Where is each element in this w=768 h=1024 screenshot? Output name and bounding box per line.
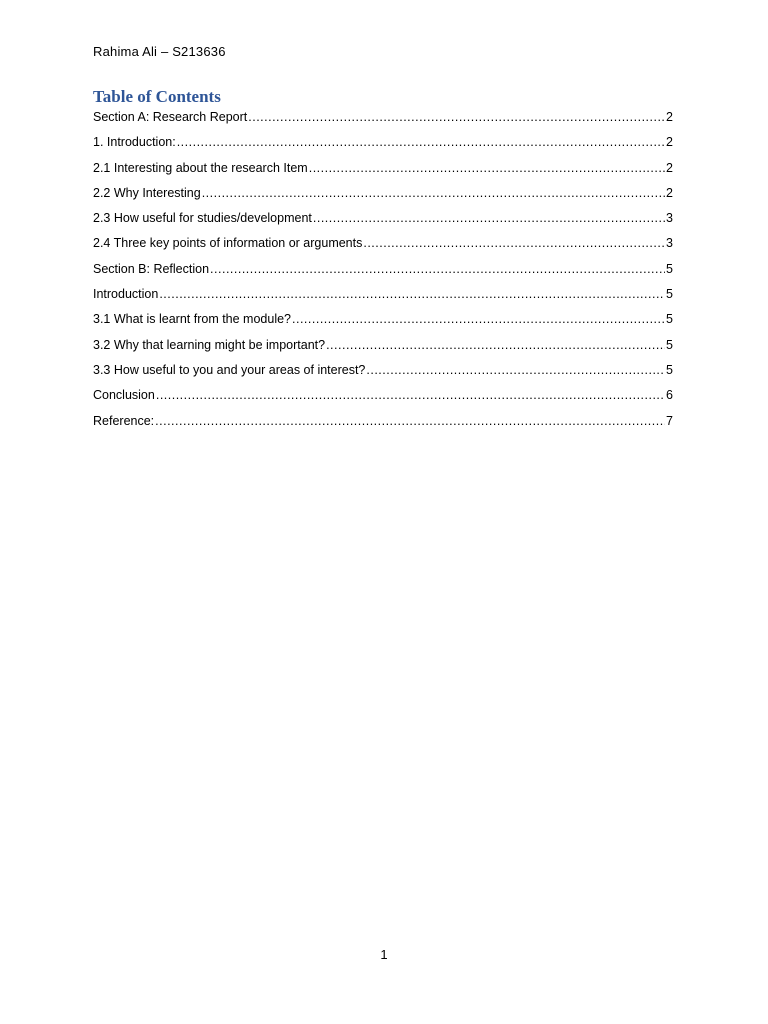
toc-entry-page: 5 — [666, 261, 673, 276]
toc-entry-title: 2.4 Three key points of information or arguments — [93, 236, 363, 251]
toc-dot-leader — [313, 211, 665, 225]
toc-entry-section-b[interactable] — [93, 262, 673, 287]
toc-entry-3-1[interactable] — [93, 312, 673, 337]
toc-entry-page: 3 — [666, 211, 673, 226]
toc-entry-page: 5 — [666, 287, 673, 302]
toc-entry-2-2[interactable] — [93, 186, 673, 211]
toc-dot-leader — [292, 312, 665, 326]
page-header-author: Rahima Ali – S213636 — [93, 44, 226, 59]
toc-entry-title: 3.1 What is learnt from the module? — [93, 312, 292, 327]
toc-dot-leader — [326, 338, 665, 352]
toc-entry-page: 5 — [666, 362, 673, 377]
toc-dot-leader — [155, 414, 665, 428]
toc-entry-page: 5 — [666, 337, 673, 352]
toc-entry-introduction-1[interactable] — [93, 135, 673, 160]
toc-entry-2-1[interactable] — [93, 161, 673, 186]
toc-entry-title: 2.1 Interesting about the research Item — [93, 160, 308, 175]
toc-dot-leader — [309, 161, 665, 175]
footer-page-number: 1 — [380, 947, 388, 962]
toc-dot-leader — [210, 262, 665, 276]
toc-entry-section-a[interactable] — [93, 110, 673, 135]
toc-entry-page: 5 — [666, 312, 673, 327]
toc-dot-leader — [366, 363, 665, 377]
toc-entry-title: Section B: Reflection — [93, 261, 210, 276]
toc-entry-title: Section A: Research Report — [93, 110, 248, 124]
toc-dot-leader — [363, 236, 665, 250]
toc-dot-leader — [156, 388, 665, 402]
toc-entry-3-2[interactable] — [93, 338, 673, 363]
toc-dot-leader — [248, 110, 665, 124]
toc-entry-page: 2 — [666, 185, 673, 200]
toc-entry-page: 3 — [666, 236, 673, 251]
toc-entry-2-3[interactable] — [93, 211, 673, 236]
toc-entry-introduction[interactable] — [93, 287, 673, 312]
toc-entry-title: Introduction — [93, 287, 159, 302]
toc-entry-page: 2 — [666, 160, 673, 175]
toc-dot-leader — [159, 287, 665, 301]
toc-entry-title: 3.3 How useful to you and your areas of interest? — [93, 362, 366, 377]
toc-entry-title: Conclusion — [93, 388, 155, 403]
toc-entry-title: 2.3 How useful for studies/development — [93, 211, 312, 226]
toc-entry-title: 3.2 Why that learning might be important? — [93, 337, 326, 352]
toc-entry-title: 2.2 Why Interesting — [93, 185, 201, 200]
toc-entry-title: 1. Introduction: — [93, 135, 176, 150]
toc-entry-conclusion[interactable] — [93, 388, 673, 413]
toc-heading: Table of Contents — [93, 87, 221, 106]
toc-entry-page: 2 — [666, 135, 673, 150]
toc-entry-2-4[interactable] — [93, 236, 673, 261]
toc-dot-leader — [202, 186, 665, 200]
toc-list — [93, 110, 673, 439]
toc-dot-leader — [177, 135, 665, 149]
toc-entry-3-3[interactable] — [93, 363, 673, 388]
toc-entry-page: 2 — [666, 110, 673, 124]
toc-entry-reference[interactable] — [93, 414, 673, 439]
toc-entry-title: Reference: — [93, 413, 155, 428]
toc-entry-page: 7 — [666, 413, 673, 428]
toc-entry-page: 6 — [666, 388, 673, 403]
